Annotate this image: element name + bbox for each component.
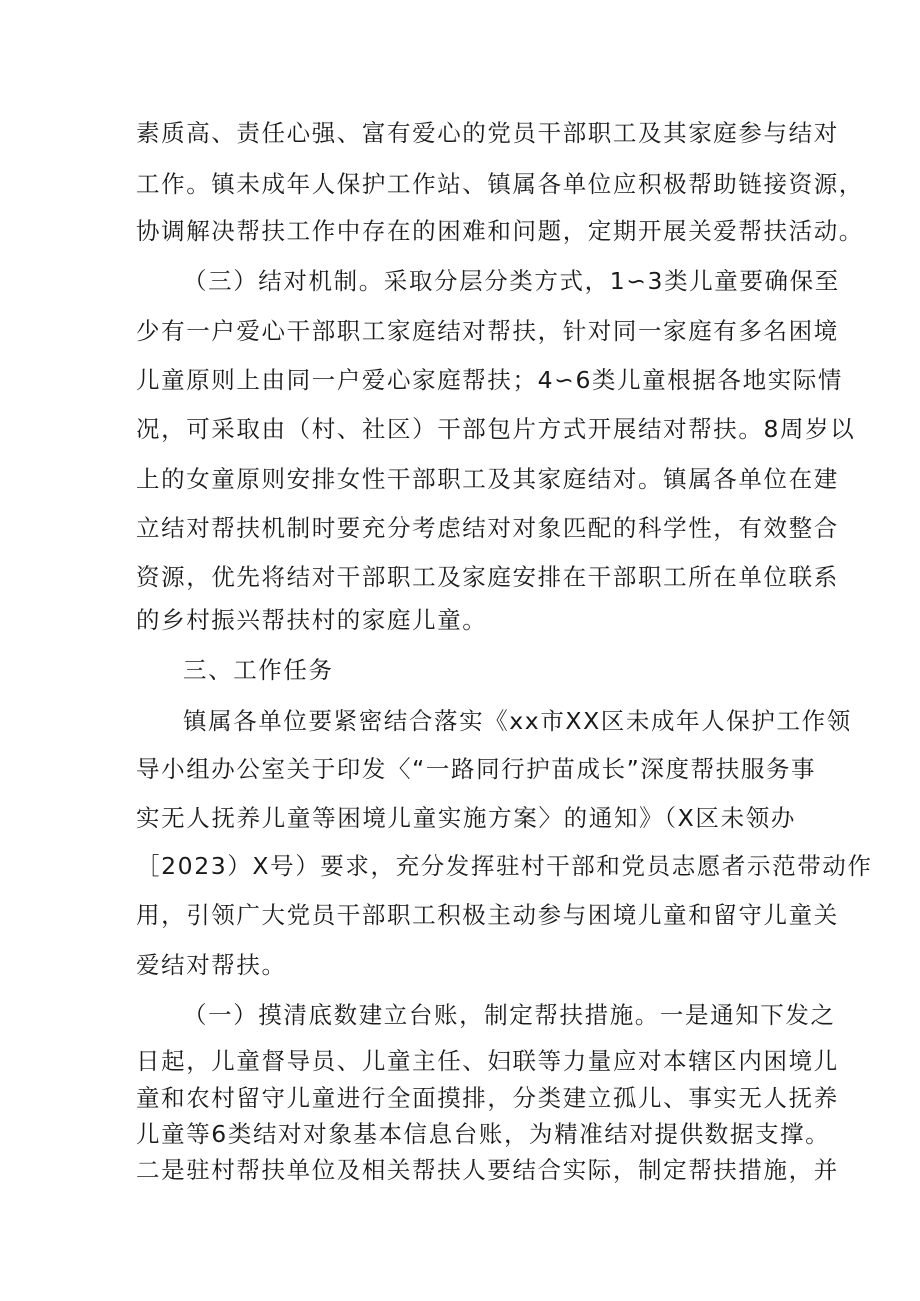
body-line: 二是驻村帮扶单位及相关帮扶人要结合实际，制定帮扶措施，并 (136, 1156, 839, 1184)
body-line: ［2023）X号）要求，充分发挥驻村干部和党员志愿者示范带动作 (136, 852, 873, 880)
body-line: 导小组办公室关于印发〈“一路同行护苗成长”深度帮扶服务事 (136, 755, 817, 783)
body-line: 镇属各单位要紧密结合落实《xx市XX区未成年人保护工作领 (183, 707, 852, 735)
body-line: 况，可采取由（村、社区）干部包片方式开展结对帮扶。8周岁以 (136, 415, 856, 443)
body-line: 协调解决帮扶工作中存在的困难和问题，定期开展关爱帮扶活动。 (136, 217, 864, 245)
body-line: 资源，优先将结对干部职工及家庭安排在干部职工所在单位联系 (136, 563, 839, 591)
body-line: 工作。镇未成年人保护工作站、镇属各单位应积极帮助链接资源， (136, 170, 864, 198)
body-line: 童和农村留守儿童进行全面摸排，分类建立孤儿、事实无人抚养 (136, 1084, 839, 1112)
body-line: 日起，儿童督导员、儿童主任、妇联等力量应对本辖区内困境儿 (136, 1047, 839, 1075)
body-line: 立结对帮扶机制时要充分考虑结对对象匹配的科学性，有效整合 (136, 514, 839, 542)
body-line: 爱结对帮扶。 (136, 951, 287, 979)
section-heading-3: （三）结对机制。采取分层分类方式，1∽3类儿童要确保至 (183, 267, 840, 295)
body-line: 少有一户爱心干部职工家庭结对帮扶，针对同一家庭有多名困境 (136, 317, 839, 345)
body-line: 用，引领广大党员干部职工积极主动参与困境儿童和留守儿童关 (136, 901, 839, 929)
body-line: 的乡村振兴帮扶村的家庭儿童。 (136, 606, 488, 634)
body-line: 儿童等6类结对对象基本信息台账，为精准结对提供数据支撑。 (136, 1120, 831, 1148)
subsection-heading-1: （一）摸清底数建立台账，制定帮扶措施。一是通知下发之 (183, 1001, 836, 1029)
body-line: 素质高、责任心强、富有爱心的党员干部职工及其家庭参与结对 (136, 119, 839, 147)
body-line: 上的女童原则安排女性干部职工及其家庭结对。镇属各单位在建 (136, 465, 839, 493)
section-title: 三、工作任务 (183, 656, 334, 684)
body-line: 实无人抚养儿童等困境儿童实施方案〉的通知》（X区未领办 (136, 804, 796, 832)
body-line: 儿童原则上由同一户爱心家庭帮扶；4∽6类儿童根据各地实际情 (136, 366, 843, 394)
